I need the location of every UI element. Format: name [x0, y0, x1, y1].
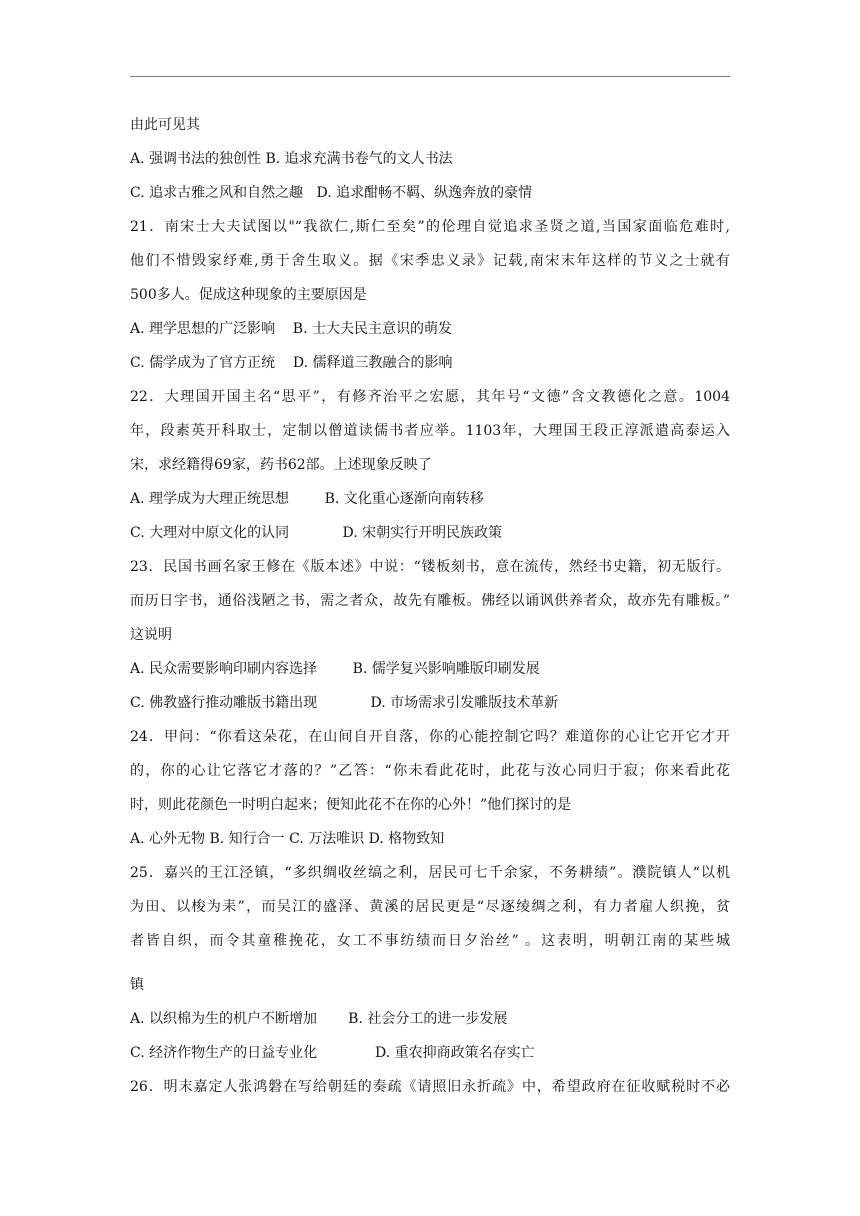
question-23-stem: 而历日字书，通俗浅陋之书，需之者众，故先有雕板。佛经以诵讽供养者众，故亦先有雕板。”: [130, 593, 730, 609]
question-23-stem: 这说明: [130, 627, 172, 643]
answer-options: C. 经济作物生产的日益专业化 D. 重农抑商政策名存实亡: [130, 1045, 535, 1061]
answer-options: C. 大理对中原文化的认同 D. 宋朝实行开明民族政策: [130, 525, 503, 541]
document-body: [130, 108, 730, 1104]
text-line: 由此可见其: [130, 117, 200, 133]
question-21-stem: 21．南宋士大夫试图以"“我欲仁,斯仁至矣”的伦理自觉追求圣贤之道,当国家面临危难时,: [130, 219, 730, 235]
question-25-stem: 镇: [130, 977, 144, 993]
question-21-stem: 他们不惜毁家纾难,勇于舍生取义。据《宋季忠义录》记载,南宋末年这样的节义之士就有: [130, 253, 730, 269]
answer-options: A. 以织棉为生的机户不断增加 B. 社会分工的进一步发展: [130, 1011, 508, 1027]
question-25-stem: 者皆自织，而令其童稚挽花，女工不事纺绩而日夕治丝” 。这表明，明朝江南的某些城: [130, 933, 730, 949]
question-22-stem: 宋，求经籍得69家，药书62部。上述现象反映了: [130, 457, 432, 473]
question-22-stem: 22．大理国开国主名“思平”，有修齐治平之宏愿，其年号“文德”含文教德化之意。1004: [130, 389, 730, 405]
question-25-stem: 25．嘉兴的王江泾镇，“多织绸收丝缟之利，居民可七千余家，不务耕绩”。濮院镇人“以机: [130, 865, 730, 881]
answer-options: A. 强调书法的独创性 B. 追求充满书卷气的文人书法: [130, 151, 453, 167]
question-24-stem: 的，你的心让它落它才落的？”乙答：“你未看此花时，此花与汝心同归于寂；你来看此花: [130, 763, 730, 779]
answer-options: A. 理学成为大理正统思想 B. 文化重心逐渐向南转移: [130, 491, 484, 507]
question-22-stem: 年，段素英开科取士，定制以僧道读儒书者应举。1103年，大理国王段正淳派遣高泰运入: [130, 423, 730, 439]
answer-options: C. 儒学成为了官方正统 D. 儒释道三教融合的影响: [130, 355, 453, 371]
question-24-stem: 24．甲问：“你看这朵花，在山间自开自落，你的心能控制它吗？难道你的心让它开它才开: [130, 729, 730, 745]
answer-options: A. 民众需要影响印刷内容选择 B. 儒学复兴影响雕版印刷发展: [130, 661, 540, 677]
answer-options: C. 追求古雅之风和自然之趣 D. 追求酣畅不羁、纵逸奔放的豪情: [130, 185, 533, 201]
question-24-stem: 时，则此花颜色一时明白起来；便知此花不在你的心外！”他们探讨的是: [130, 797, 572, 813]
question-23-stem: 23．民国书画名家王修在《版本述》中说：“镂板刻书，意在流传，然经书史籍，初无版行。: [130, 559, 730, 575]
question-25-stem: 为田、以梭为耒”，而吴江的盛泽、黄溪的居民更是“尽逐绫绸之利，有力者雇人织挽，贫: [130, 899, 730, 915]
answer-options: A. 理学思想的广泛影响 B. 士大夫民主意识的萌发: [130, 321, 452, 337]
answer-options: A. 心外无物 B. 知行合一 C. 万法唯识 D. 格物致知: [130, 831, 445, 847]
question-26-stem: 26．明末嘉定人张鸿磐在写给朝廷的奏疏《请照旧永折疏》中，希望政府在征收赋税时不必: [130, 1079, 730, 1095]
answer-options: C. 佛教盛行推动雕版书籍出现 D. 市场需求引发雕版技术革新: [130, 695, 559, 711]
question-21-stem: 500多人。促成这种现象的主要原因是: [130, 287, 367, 303]
header-rule: [130, 76, 730, 77]
